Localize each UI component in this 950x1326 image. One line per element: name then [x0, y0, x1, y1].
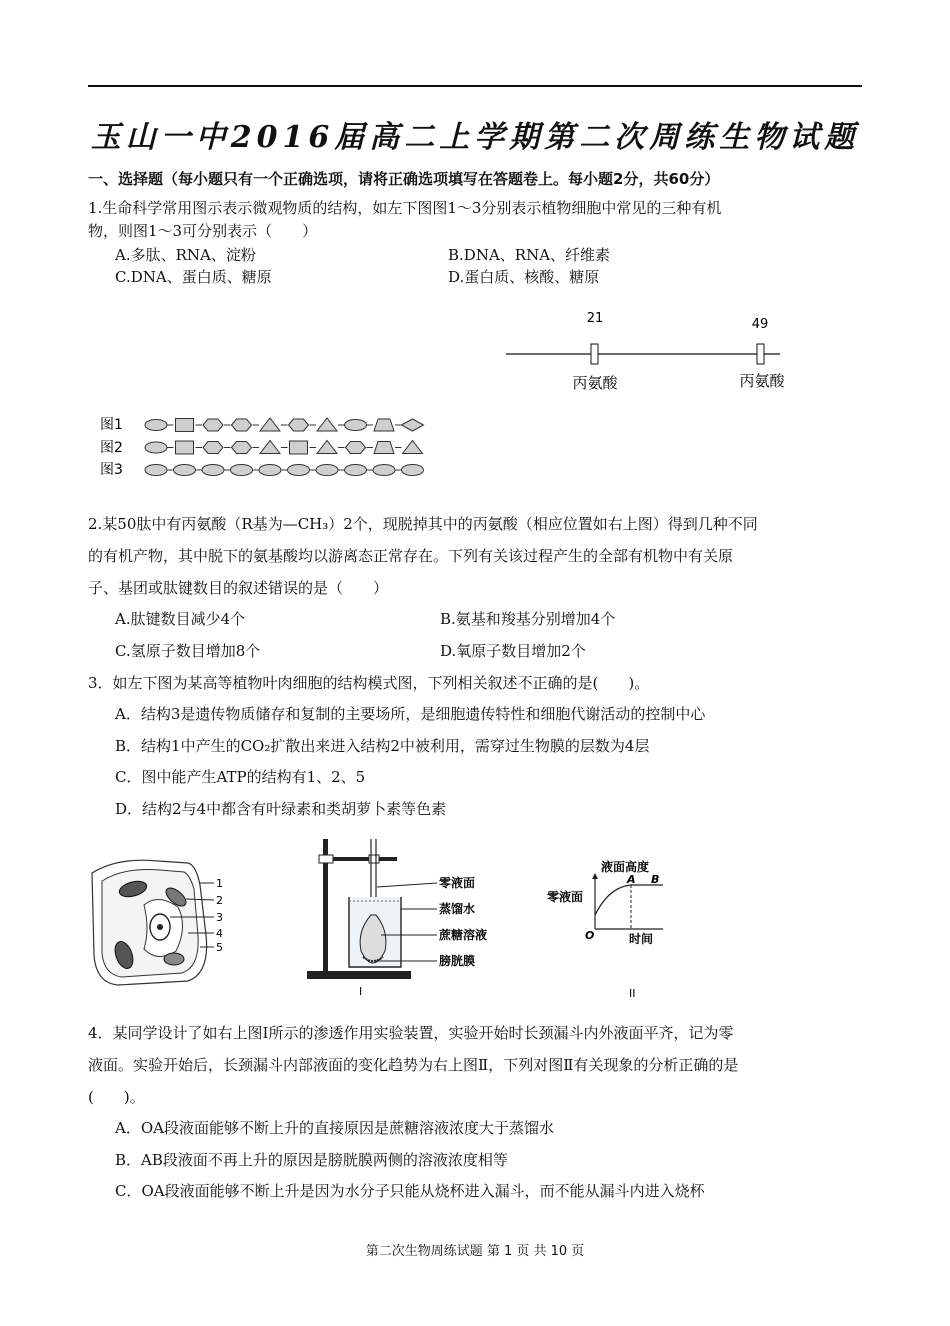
monomer-ellipse	[402, 465, 424, 476]
monomer-triangle	[403, 441, 423, 454]
monomer-ellipse	[259, 465, 281, 476]
graph-point-b: B	[651, 873, 660, 886]
monomer-ellipse	[174, 465, 196, 476]
chain-position-21: 21	[586, 311, 604, 326]
q4-stem-line3: ( )。	[88, 1088, 145, 1106]
monomer-hexagon	[289, 419, 309, 431]
monomer-hexagon	[232, 419, 252, 431]
q3-option-d: D．结构2与4中都含有叶绿素和类胡萝卜素等色素	[115, 800, 447, 818]
q2-option-d: D.氧原子数目增加2个	[440, 642, 586, 660]
monomer-hexagon	[203, 419, 223, 431]
alanine-chain-figure	[500, 306, 790, 398]
fig3-label: 图3	[100, 462, 123, 478]
q3-stem: 3．如左下图为某高等植物叶肉细胞的结构模式图，下列相关叙述不正确的是( )。	[88, 674, 650, 692]
osmosis-apparatus-figure	[305, 835, 510, 1005]
q2-option-a: A.肽键数目减少4个	[115, 610, 246, 628]
q1-option-a: A.多肽、RNA、淀粉	[115, 246, 256, 264]
liquid-level-graph	[545, 855, 695, 1005]
alanine-label-2: 丙氨酸	[739, 372, 785, 390]
q2-option-c: C.氢原子数目增加8个	[115, 642, 261, 660]
plant-cell-figure	[88, 855, 238, 995]
fig1-label: 图1	[100, 417, 123, 433]
monomer-ellipse	[145, 465, 167, 476]
graph-point-a: A	[627, 873, 636, 886]
monomer-triangle	[260, 441, 280, 454]
q1-option-b: B.DNA、RNA、纤维素	[448, 246, 611, 264]
cell-label-2: 2	[216, 894, 223, 907]
label-distilled-water: 蒸馏水	[439, 902, 476, 916]
page-footer: 第二次生物周练试题 第 1 页 共 10 页	[365, 1244, 585, 1259]
label-bladder-membrane: 膀胱膜	[439, 954, 476, 968]
graph-caption: II	[629, 987, 636, 1000]
monomer-trapezoid	[374, 442, 394, 454]
monomer-rect	[290, 441, 308, 454]
monomer-triangle	[260, 418, 280, 431]
monomer-hexagon	[346, 442, 366, 454]
monomer-ellipse	[202, 465, 224, 476]
monomer-ellipse	[288, 465, 310, 476]
q4-option-b: B．AB段液面不再上升的原因是膀胱膜两侧的溶液浓度相等	[115, 1151, 508, 1169]
q3-option-b: B．结构1中产生的CO₂扩散出来进入结构2中被利用，需穿过生物膜的层数为4层	[115, 737, 650, 755]
cell-label-5: 5	[216, 941, 223, 954]
alanine-label-1: 丙氨酸	[572, 374, 618, 392]
monomer-triangle	[317, 441, 337, 454]
monomer-rect	[176, 441, 194, 454]
section-heading: 一、选择题（每小题只有一个正确选项，请将正确选项填写在答题卷上。每小题2分，共60分）	[88, 170, 720, 188]
monomer-ellipse	[345, 465, 367, 476]
monomer-chain-figures	[98, 410, 443, 490]
q4-stem-line2: 液面。实验开始后，长颈漏斗内部液面的变化趋势为右上图Ⅱ，下列对图Ⅱ有关现象的分析正确的是	[88, 1056, 739, 1074]
chain-position-49: 49	[751, 317, 769, 332]
fig3-chain	[145, 465, 424, 476]
level-curve	[595, 885, 663, 915]
header-rule	[88, 85, 862, 87]
q1-option-d: D.蛋白质、核酸、糖原	[448, 268, 600, 286]
alanine-marker-21	[591, 344, 598, 364]
q3-option-a: A．结构3是遗传物质储存和复制的主要场所，是细胞遗传特性和细胞代谢活动的控制中心	[115, 705, 706, 723]
q2-option-b: B.氨基和羧基分别增加4个	[440, 610, 616, 628]
monomer-ellipse	[145, 442, 167, 453]
monomer-rect	[176, 419, 194, 432]
monomer-ellipse	[316, 465, 338, 476]
q2-stem-line2: 的有机产物，其中脱下的氨基酸均以游离态正常存在。下列有关该过程产生的全部有机物中有关原	[88, 547, 734, 565]
cell-label-4: 4	[216, 927, 223, 940]
fig2-chain	[145, 441, 423, 455]
monomer-trapezoid	[374, 419, 394, 431]
q1-stem-line1: 1.生命科学常用图示表示微观物质的结构，如左下图图1～3分别表示植物细胞中常见的三种有机	[88, 199, 722, 217]
monomer-hexagon	[232, 442, 252, 454]
q2-stem-line3: 子、基团或肽键数目的叙述错误的是（ ）	[88, 579, 389, 597]
graph-zero-label: 零液面	[547, 890, 584, 904]
graph-ylabel: 液面高度	[601, 860, 650, 874]
monomer-ellipse	[345, 420, 367, 431]
label-zero-level: 零液面	[439, 876, 476, 890]
label-sucrose-solution: 蔗糖溶液	[439, 928, 488, 942]
q2-stem-line1: 2.某50肽中有丙氨酸（R基为—CH₃）2个，现脱掉其中的丙氨酸（相应位置如右上图）得到几种不同	[88, 515, 758, 533]
fig2-label: 图2	[100, 440, 123, 456]
q4-option-a: A．OA段液面能够不断上升的直接原因是蔗糖溶液浓度大于蒸馏水	[115, 1119, 554, 1137]
monomer-ellipse	[145, 420, 167, 431]
q4-stem-line1: 4．某同学设计了如右上图Ⅰ所示的渗透作用实验装置，实验开始时长颈漏斗内外液面平齐，记为零	[88, 1024, 734, 1042]
cell-label-3: 3	[216, 911, 223, 924]
graph-xlabel: 时间	[629, 932, 654, 946]
monomer-ellipse	[231, 465, 253, 476]
fig1-chain	[145, 418, 424, 432]
monomer-diamond	[402, 419, 424, 431]
apparatus-caption: I	[359, 985, 363, 998]
monomer-triangle	[317, 418, 337, 431]
q4-option-c: C．OA段液面能够不断上升是因为水分子只能从烧杯进入漏斗，而不能从漏斗内进入烧杯	[115, 1182, 705, 1200]
graph-origin: O	[585, 929, 595, 942]
cell-label-1: 1	[216, 877, 223, 890]
q1-option-c: C.DNA、蛋白质、糖原	[115, 268, 272, 286]
q3-option-c: C．图中能产生ATP的结构有1、2、5	[115, 768, 366, 786]
page-title: 玉山一中2016届高二上学期第二次周练生物试题	[90, 120, 860, 155]
monomer-ellipse	[373, 465, 395, 476]
alanine-marker-49	[757, 344, 764, 364]
monomer-hexagon	[203, 442, 223, 454]
q1-stem-line2: 物，则图1～3可分别表示（ ）	[88, 222, 318, 240]
